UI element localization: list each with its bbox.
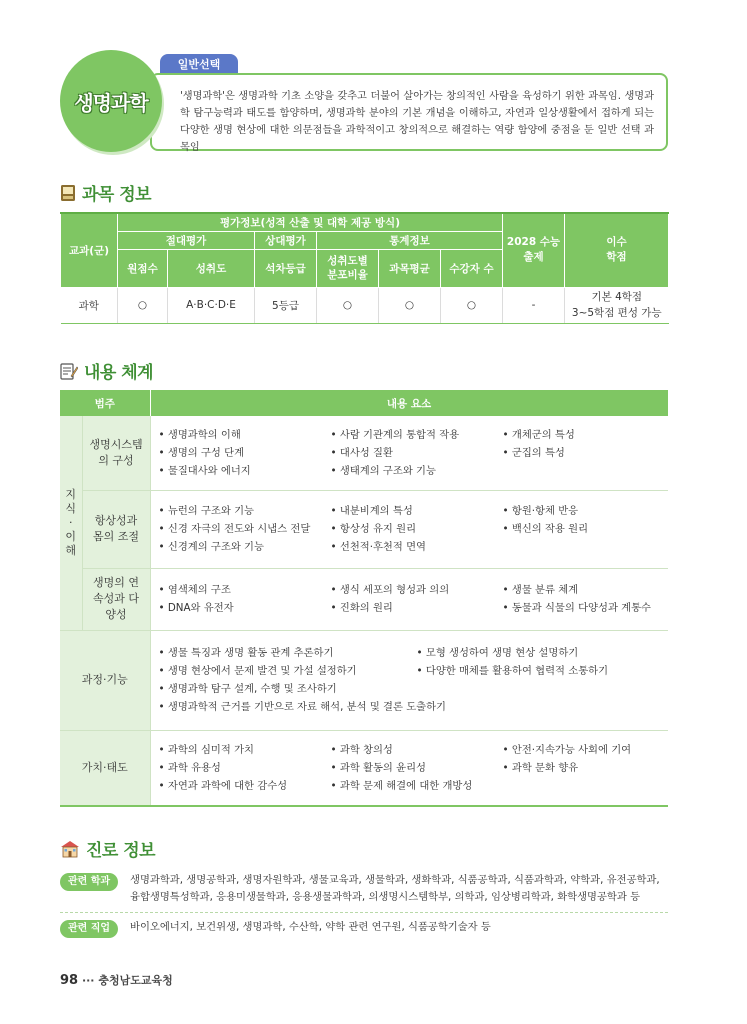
list-item: • 모형 생성하여 생명 현상 설명하기 <box>416 647 579 659</box>
majors-line-1: 생명과학과, 생명공학과, 생명자원학과, 생물교육과, 생물학과, 생화학과, 식품공학과, 식품과학과, 약학과, 유전공학과, <box>130 874 660 886</box>
table-row <box>60 568 668 630</box>
notepad-pencil-icon <box>60 362 78 380</box>
category-label: 가치·태도 <box>60 730 150 806</box>
table-row <box>61 287 669 323</box>
content-items <box>150 568 668 630</box>
content-items <box>150 730 668 806</box>
majors-line-2: 융합생명특성학과, 응용미생물학과, 응용생물과학과, 의생명시스템학부, 의학과, 임상병리학과, 화학생명공학과 등 <box>130 891 641 903</box>
list-item: • 항원·항체 반응 <box>502 505 579 517</box>
jobs-text: 바이오에너지, 보건위생, 생명과학, 수산학, 약학 관련 연구원, 식품공학기술자 등 <box>130 921 491 933</box>
header-raw: 원점수 <box>118 249 168 287</box>
category-label: 생명의 연속성과 다양성 <box>82 568 150 630</box>
list-item: • 생물 특징과 생명 활동 관계 추론하기 <box>158 647 334 659</box>
header-eval: 평가정보(성적 산출 및 대학 제공 방식) <box>118 213 503 231</box>
header-students: 수강자 수 <box>441 249 503 287</box>
book-icon <box>60 184 76 202</box>
list-item: • 과학 유용성 <box>158 761 221 774</box>
career-section-heading <box>60 836 155 861</box>
credits-line-2: 3~5학점 편성 가능 <box>571 307 662 319</box>
cell-achievement: A·B·C·D·E <box>168 287 255 323</box>
list-item: • 과학 문제 해결에 대한 개방성 <box>330 779 473 792</box>
knowledge-char: 지 <box>65 487 77 501</box>
list-item: • 진화의 원리 <box>330 602 393 614</box>
list-item: • 백신의 작용 원리 <box>502 523 589 535</box>
knowledge-char: 해 <box>65 543 77 557</box>
header-relative: 상대평가 <box>255 231 317 249</box>
related-jobs <box>60 919 668 938</box>
page-footer <box>60 972 173 988</box>
list-item: • 염색체의 구조 <box>158 584 231 596</box>
list-item: • 다양한 매체를 활용하여 협력적 소통하기 <box>416 665 609 677</box>
knowledge-category <box>60 416 82 630</box>
list-item: • 사람 기관계의 통합적 작용 <box>330 428 460 441</box>
header-suneung: 2028 수능 출제 <box>503 213 565 287</box>
list-item: • 내분비계의 특성 <box>330 505 413 517</box>
list-item: • 뉴런의 구조와 기능 <box>158 505 254 517</box>
description-text: '생명과학'은 생명과학 기초 소양을 갖추고 더불어 살아가는 창의적인 사람을 육성하기 위한 과목임. 생명과학 탐구능력과 태도를 함양하며, 생명과학 분야의 기본 개념을 이해하고, 자연과 일상생활에서 접하게 되는 다양한 생명 현상에 대한 의문점들을 과학적이고 창의적으로 해결하는 역량 함양에 중점을 둔 일반 선택 과목임 <box>180 91 654 153</box>
list-item: • 자연과 과학에 대한 감수성 <box>158 779 288 792</box>
list-item: • 생물 분류 체계 <box>502 584 579 596</box>
career-section-title: 진로 정보 <box>86 841 156 861</box>
table-row <box>60 416 668 490</box>
list-item: • 생명과학적 근거를 기반으로 자료 해석, 분석 및 결론 도출하기 <box>158 701 447 713</box>
header-category: 범주 <box>60 390 150 416</box>
header-credits: 이수 학점 <box>565 213 669 287</box>
content-items <box>150 630 668 730</box>
list-item: • 생명의 구성 단계 <box>158 446 245 459</box>
cell-students: ○ <box>441 287 503 323</box>
list-item: • 항상성 유지 원리 <box>330 523 417 535</box>
table-row <box>60 630 668 730</box>
subject-description <box>150 73 668 151</box>
knowledge-char: 식 <box>65 501 77 515</box>
majors-text <box>130 872 660 906</box>
table-row <box>60 490 668 568</box>
list-item: • 생명 현상에서 문제 발견 및 가설 설정하기 <box>158 665 357 677</box>
category-label: 항상성과 몸의 조절 <box>82 490 150 568</box>
page-number: 98 <box>60 973 79 988</box>
credits-line-1: 기본 4학점 <box>591 291 643 303</box>
info-section-heading <box>60 180 151 205</box>
header-achievement: 성취도 <box>168 249 255 287</box>
jobs-label: 관련 직업 <box>60 920 118 938</box>
info-section-title: 과목 정보 <box>82 185 152 205</box>
list-item: • 생식 세포의 형성과 의의 <box>330 584 450 596</box>
category-label: 생명시스템의 구성 <box>82 416 150 490</box>
subject-badge <box>60 50 162 152</box>
header-stats: 통계정보 <box>317 231 503 249</box>
list-item: • 신경계의 구조와 기능 <box>158 541 264 553</box>
school-icon <box>60 840 80 858</box>
content-items <box>150 416 668 490</box>
list-item: • 물질대사와 에너지 <box>158 464 251 477</box>
content-items <box>150 490 668 568</box>
list-item: • 개체군의 특성 <box>502 428 575 441</box>
header-avg: 과목평균 <box>379 249 441 287</box>
subject-title: 생명과학 <box>74 90 148 115</box>
list-item: • 군집의 특성 <box>502 446 565 459</box>
list-item: • 생태계의 구조와 기능 <box>330 464 436 477</box>
cell-avg: ○ <box>379 287 441 323</box>
list-item: • 과학 활동의 윤리성 <box>330 761 426 774</box>
list-item: • DNA와 유전자 <box>158 602 234 614</box>
majors-label: 관련 학과 <box>60 873 118 891</box>
list-item: • 안전·지속가능 사회에 기여 <box>502 743 632 756</box>
cell-grade: 5등급 <box>255 287 317 323</box>
cell-distribution: ○ <box>317 287 379 323</box>
cell-raw: ○ <box>118 287 168 323</box>
content-section-title: 내용 체계 <box>84 363 154 383</box>
header-grade: 석차등급 <box>255 249 317 287</box>
category-label: 과정·기능 <box>60 630 150 730</box>
header-absolute: 절대평가 <box>118 231 255 249</box>
category-tag: 일반선택 <box>160 54 238 76</box>
content-section-heading <box>60 358 153 383</box>
list-item: • 신경 자극의 전도와 시냅스 전달 <box>158 523 311 535</box>
content-table <box>60 390 669 807</box>
cell-suneung: - <box>503 287 565 323</box>
table-row <box>60 730 668 806</box>
header-elements: 내용 요소 <box>150 390 668 416</box>
knowledge-char: 이 <box>65 529 77 543</box>
list-item: • 과학의 심미적 가치 <box>158 743 254 756</box>
list-item: • 동물과 식물의 다양성과 계통수 <box>502 602 652 614</box>
list-item: • 과학 창의성 <box>330 743 393 756</box>
related-majors <box>60 872 668 906</box>
list-item: • 선천적·후천적 면역 <box>330 541 426 553</box>
list-item: • 생명과학 탐구 설계, 수행 및 조사하기 <box>158 683 337 695</box>
header-distribution: 성취도별 분포비율 <box>317 249 379 287</box>
list-item: • 생명과학의 이해 <box>158 428 241 441</box>
list-item: • 과학 문화 향유 <box>502 761 579 774</box>
subject-info-table <box>60 212 669 324</box>
list-item: • 대사성 질환 <box>330 446 393 459</box>
cell-credits <box>565 287 669 323</box>
footer-separator: ··· <box>81 974 95 987</box>
footer-org: 충청남도교육청 <box>98 974 173 987</box>
knowledge-char: · <box>69 515 73 529</box>
cell-group: 과학 <box>61 287 118 323</box>
divider <box>60 912 668 913</box>
header-group: 교과(군) <box>61 213 118 287</box>
